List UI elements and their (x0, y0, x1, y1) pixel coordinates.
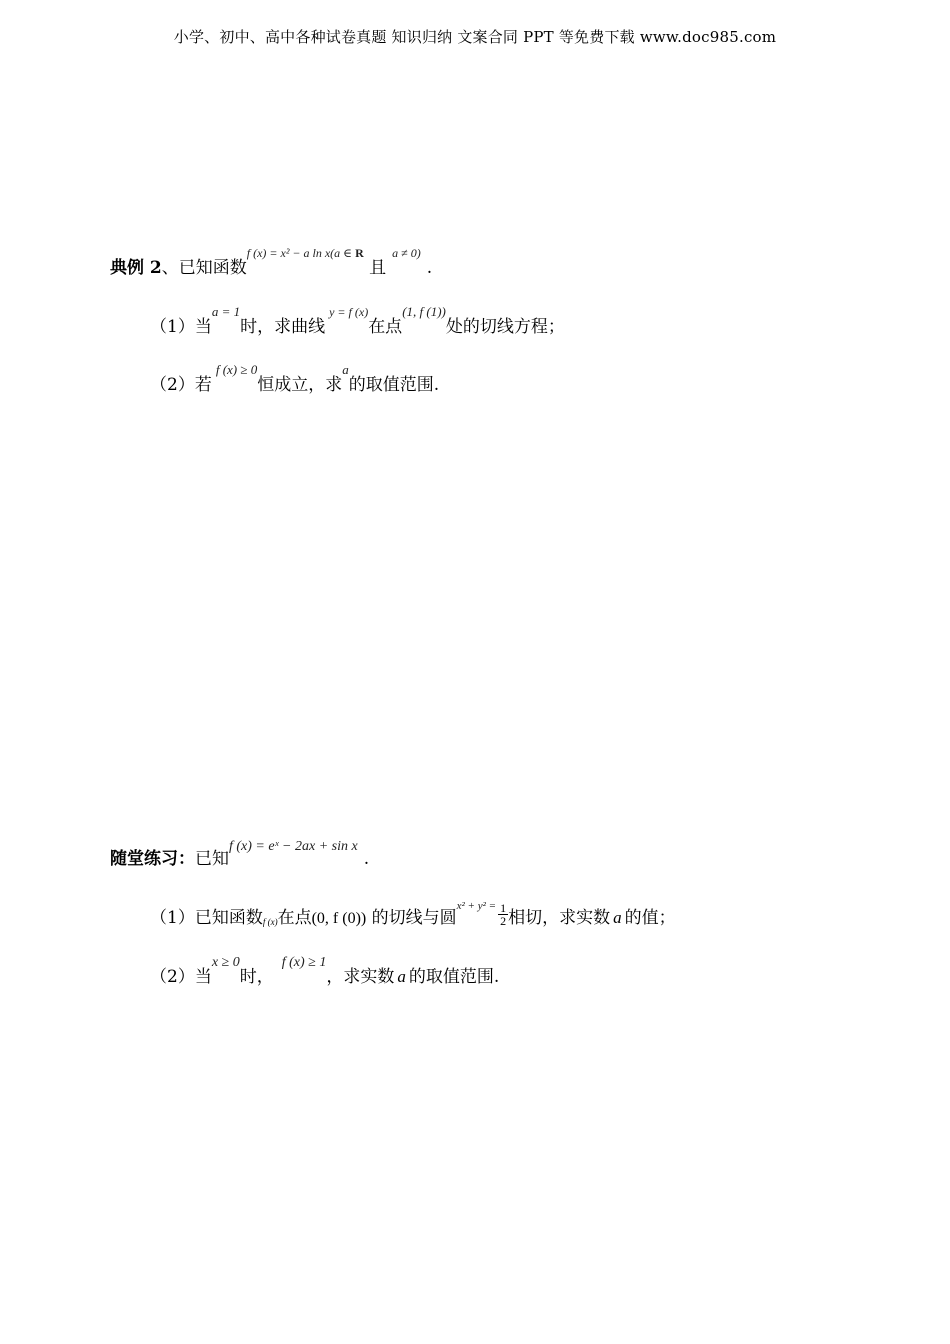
inequality-formula: f (x) ≥ 1 (281, 955, 327, 970)
pq2-text-3: 的取值范围. (408, 967, 500, 987)
page-header: 小学、初中、高中各种试卷真题 知识归纳 文案合同 PPT 等免费下载 www.doc985.com (173, 28, 777, 46)
x-condition-formula: x ≥ 0 (211, 955, 240, 970)
condition-formula: a ≠ 0) (392, 246, 421, 260)
pq2-text-1: 时， (239, 967, 274, 987)
q1-when: 当 (194, 317, 212, 337)
question-number: （1） (150, 317, 195, 337)
question-number: （1） (150, 908, 195, 928)
curve-formula: y = f (x) (329, 305, 369, 319)
practice-label: 随堂练习： (110, 849, 195, 869)
example-label: 典例 2 (110, 258, 162, 278)
example-2-question-1 (150, 304, 565, 337)
question-number: （2） (150, 375, 195, 395)
pq2-when: 当 (194, 967, 212, 987)
practice-function-formula: f (x) = eˣ − 2ax + sin x (229, 839, 358, 854)
pq1-text-5: 的值； (624, 908, 676, 928)
example-sep: 、 (161, 258, 179, 278)
fx-formula: f (x) (262, 917, 278, 927)
example-intro: 已知函数 (178, 258, 247, 278)
example-2-statement (110, 246, 433, 278)
point-formula: (1, f (1)) (402, 304, 446, 319)
fraction-numerator: 1 (500, 901, 507, 915)
inequality-formula: f (x) ≥ 0 (215, 362, 258, 377)
and-text: 且 (369, 258, 387, 278)
period: . (363, 849, 370, 869)
period: . (426, 258, 433, 278)
fraction-one-half (498, 902, 508, 927)
question-number: （2） (150, 967, 195, 987)
circle-formula: x² + y² = (456, 900, 497, 912)
variable-a: a (613, 908, 622, 927)
q1-text-2: 在点 (368, 317, 403, 337)
function-formula: f (x) = x² − a ln x(a ∈ (246, 246, 356, 260)
pq1-text-4: 相切，求实数 (508, 908, 611, 928)
variable-a: a (342, 362, 349, 377)
pq2-text-2: ，求实数 (326, 967, 395, 987)
practice-question-2 (150, 955, 500, 987)
q1-text-1: 时，求曲线 (240, 317, 326, 337)
q1-text-3: 处的切线方程； (445, 317, 565, 337)
q2-if: 若 (194, 375, 212, 395)
a-equals-1: a = 1 (211, 304, 241, 319)
q2-text-2: 的取值范围. (348, 375, 440, 395)
real-set-symbol: R (355, 246, 364, 260)
pq1-text-3: 的切线与圆 (371, 908, 457, 928)
variable-a: a (397, 967, 406, 986)
practice-statement (110, 839, 370, 869)
pq1-text-1: 已知函数 (194, 908, 263, 928)
practice-intro: 已知 (195, 849, 229, 869)
pq1-text-2: 在点 (277, 908, 312, 928)
practice-question-1 (150, 900, 676, 931)
point-formula: (0, f (0)) (311, 910, 367, 927)
q2-text-1: 恒成立，求 (257, 375, 343, 395)
fraction-denominator: 2 (500, 914, 507, 928)
